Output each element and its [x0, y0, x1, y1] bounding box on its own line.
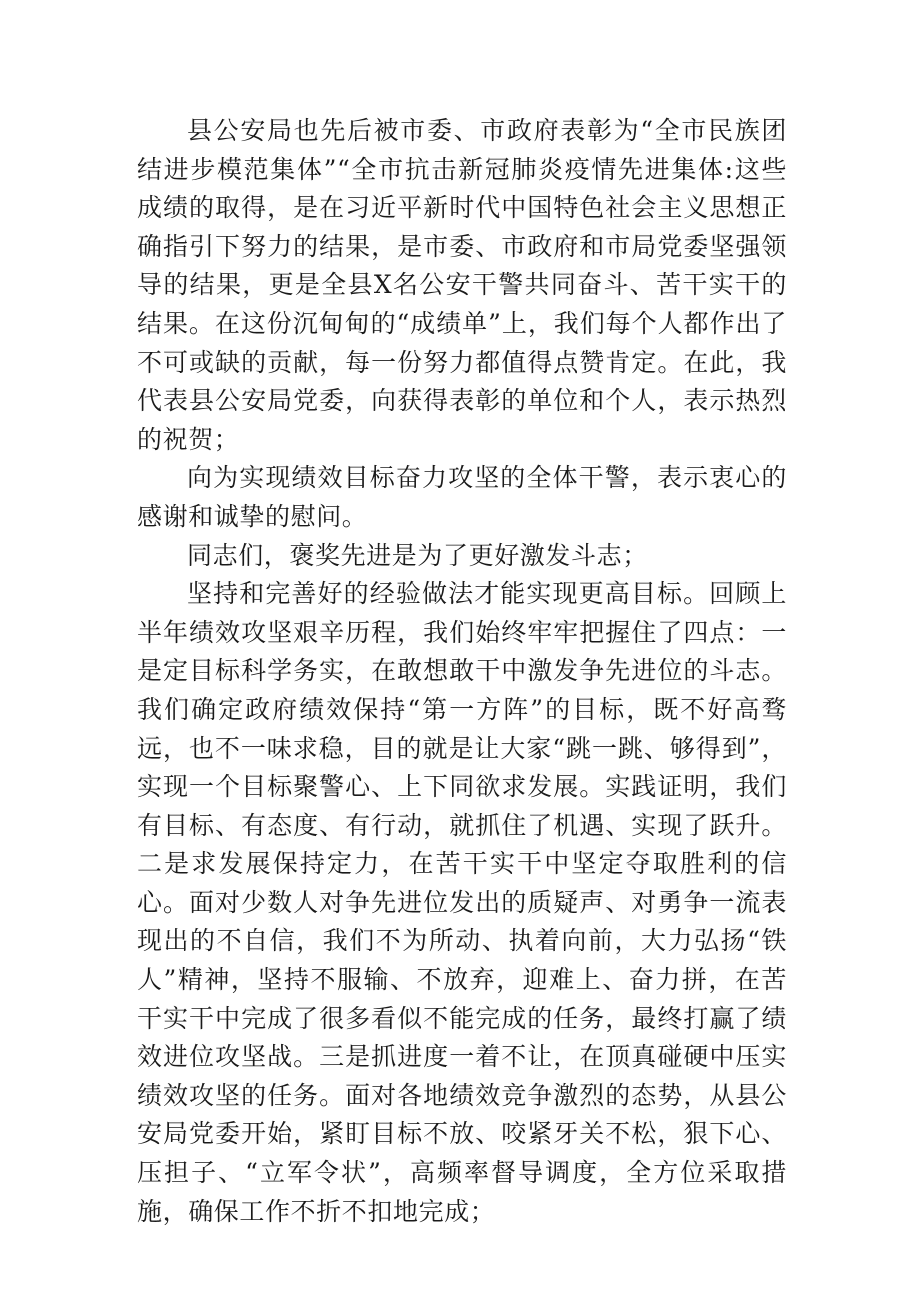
document-body	[137, 112, 787, 1231]
paragraph-commendation: 县公安局也先后被市委、市政府表彰为“全市民族团结进步模范集体”“全市抗击新冠肺炎疫情先进集体:这些成绩的取得，是在习近平新时代中国特色社会主义思想正确指引下努力的结果，是市委、市政府和市局党委坚强领导的结果，更是全县X名公安干警共同奋斗、苦干实干的结果。在这份沉甸甸的“成绩单”上，我们每个人都作出了不可或缺的贡献，每一份努力都值得点赞肯定。在此，我代表县公安局党委，向获得表彰的单位和个人，表示热烈的祝贺；	[137, 116, 787, 454]
paragraph-thanks: 向为实现绩效目标奋力攻坚的全体干警，表示衷心的感谢和诚挚的慰问。	[137, 463, 787, 531]
paragraph-comrades: 同志们，褒奖先进是为了更好激发斗志；	[187, 540, 648, 570]
paragraph-experience: 坚持和完善好的经验做法才能实现更高目标。回顾上半年绩效攻坚艰辛历程，我们始终牢牢把握住了四点：一是定目标科学务实，在敢想敢干中激发争先进位的斗志。我们确定政府绩效保持“第一方阵”的目标，既不好高骛远，也不一味求稳，目的就是让大家“跳一跳、够得到”，实现一个目标聚警心、上下同欲求发展。实践证明，我们有目标、有态度、有行动，就抓住了机遇、实现了跃升。二是求发展保持定力，在苦干实干中坚定夺取胜利的信心。面对少数人对争先进位发出的质疑声、对勇争一流表现出的不自信，我们不为所动、执着向前，大力弘扬“铁人”精神，坚持不服输、不放弃，迎难上、奋力拼，在苦干实干中完成了很多看似不能完成的任务，最终打赢了绩效进位攻坚战。三是抓进度一着不让，在顶真碰硬中压实绩效攻坚的任务。面对各地绩效竞争激烈的态势，从县公安局党委开始，紧盯目标不放、咬紧牙关不松，狠下心、压担子、“立军令状”，高频率督导调度，全方位采取措施，确保工作不折不扣地完成；	[137, 579, 787, 1226]
